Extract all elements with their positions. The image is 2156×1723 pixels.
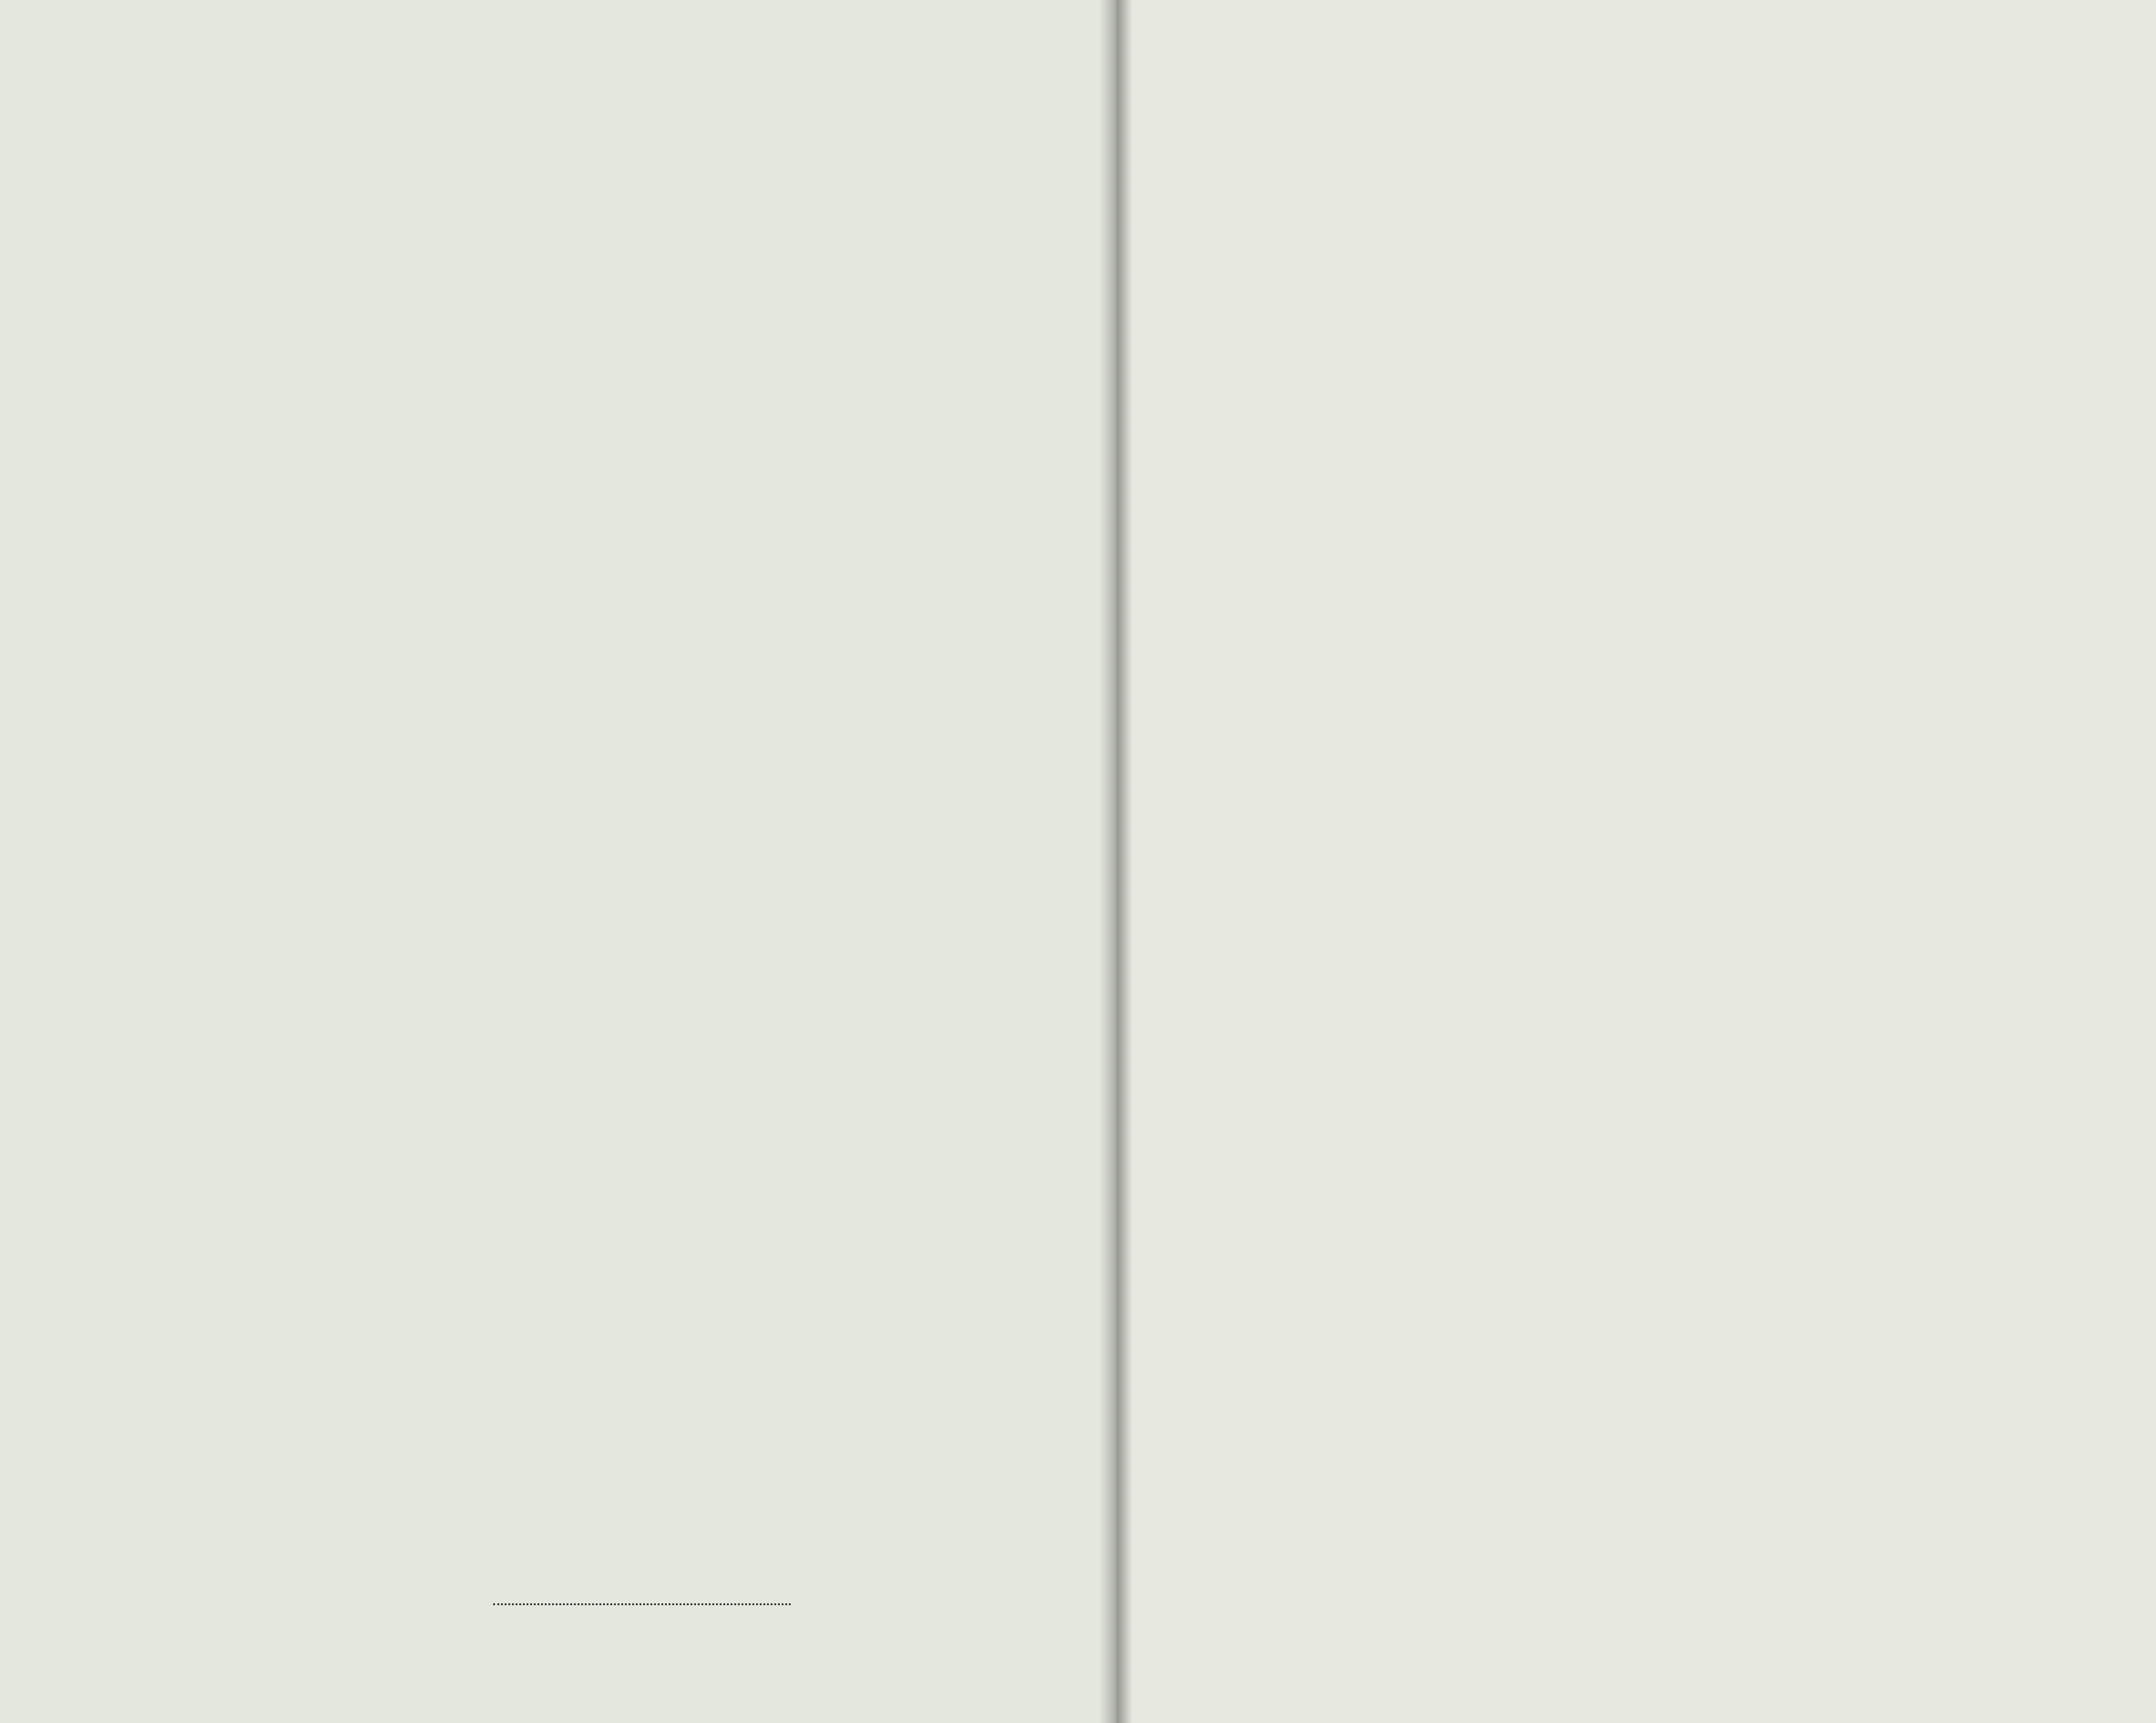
- signature-line: [493, 1603, 791, 1605]
- header-order-number: [157, 149, 199, 282]
- right-page: [1114, 0, 2156, 1723]
- book-gutter: [1099, 0, 1133, 1723]
